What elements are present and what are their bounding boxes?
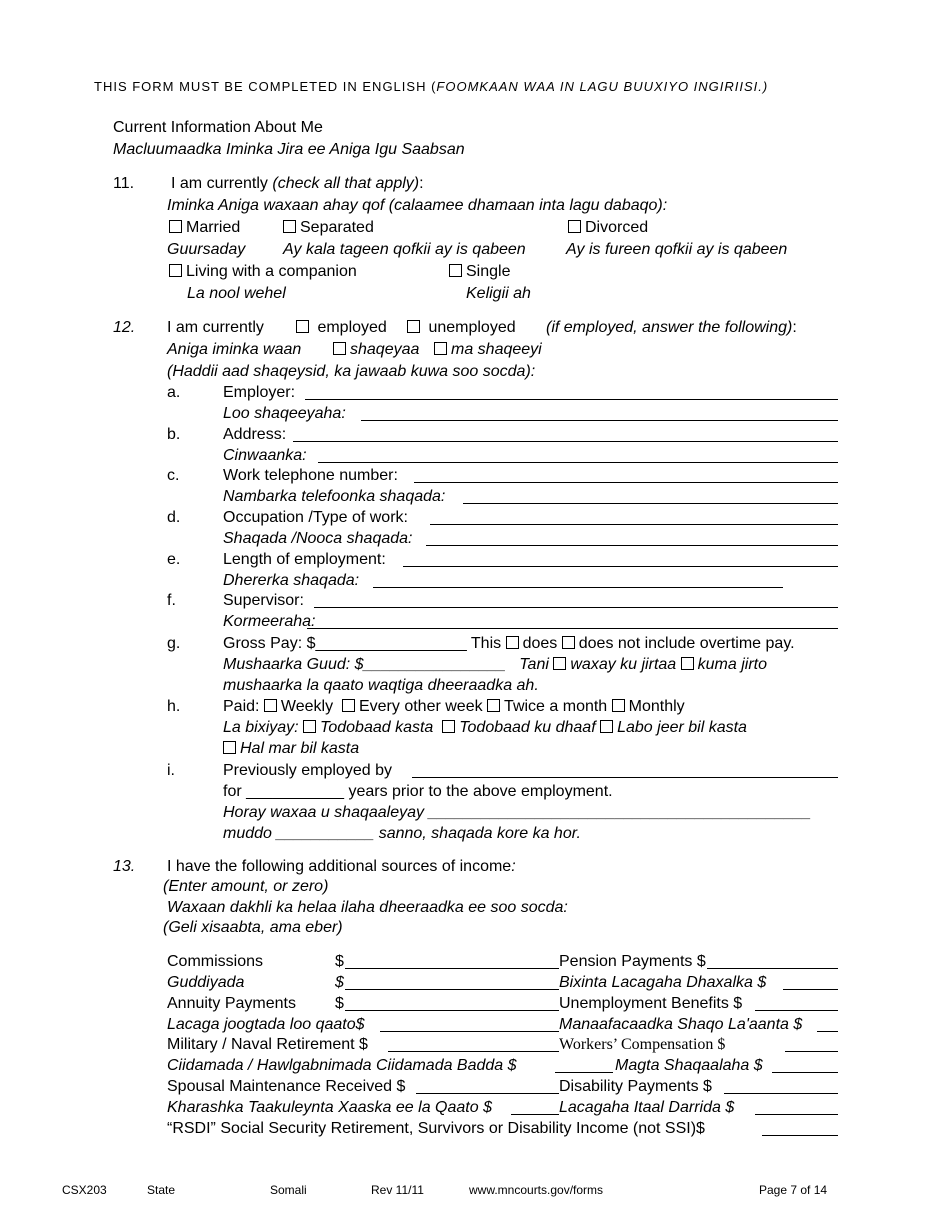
pension-label: Pension Payments $ bbox=[559, 953, 706, 970]
footer-form-id: CSX203 bbox=[62, 1183, 107, 1197]
address-label: Address: bbox=[223, 426, 287, 443]
checkbox-icon[interactable] bbox=[169, 264, 182, 277]
footer-language: Somali bbox=[270, 1183, 307, 1197]
checkbox-single[interactable]: Single bbox=[449, 262, 510, 282]
occupation-field-somali[interactable] bbox=[426, 545, 838, 546]
spousal-label-somali: Kharashka Taakuleynta Xaaska ee la Qaato $ bbox=[167, 1099, 492, 1116]
item-letter-h: h. bbox=[167, 698, 181, 715]
checkbox-icon[interactable] bbox=[283, 220, 296, 233]
employer-label-somali: Loo shaqeeyaha: bbox=[223, 405, 346, 422]
disability-label-somali: Lacagaha Itaal Darrida $ bbox=[559, 1099, 735, 1116]
military-label-somali: Ciidamada / Hawlgabnimada Ciidamada Badda $ bbox=[167, 1057, 517, 1074]
section-title: Current Information About Me bbox=[113, 119, 323, 136]
disability-field-somali[interactable] bbox=[755, 1114, 838, 1115]
workers-comp-field-somali[interactable] bbox=[772, 1072, 838, 1073]
paid-row-somali[interactable]: La bixiyay: Todobaad kasta Todobaad ku dhaaf Labo jeer bil kasta bbox=[223, 719, 747, 736]
item-letter-i: i. bbox=[167, 762, 175, 779]
checkbox-shaqeyaa[interactable]: shaqeyaa bbox=[333, 340, 419, 360]
annuity-dollar: $ bbox=[335, 995, 344, 1012]
gross-pay-note-somali: mushaarka la qaato waqtiga dheeraadka ah. bbox=[223, 677, 539, 694]
gross-pay-row[interactable]: Gross Pay: $_________________ This does does not include overtime pay. bbox=[223, 635, 795, 652]
commissions-field-somali[interactable] bbox=[345, 989, 559, 990]
military-field[interactable] bbox=[388, 1051, 559, 1052]
footer-revision: Rev 11/11 bbox=[371, 1183, 424, 1197]
military-label: Military / Naval Retirement $ bbox=[167, 1036, 368, 1053]
section-title-somali: Macluumaadka Iminka Jira ee Aniga Igu Saabsan bbox=[113, 141, 465, 158]
previously-employed-label: Previously employed by bbox=[223, 762, 392, 779]
length-field-somali[interactable] bbox=[373, 587, 783, 588]
pension-label-somali: Bixinta Lacagaha Dhaxalka $ bbox=[559, 974, 767, 991]
checkbox-todobaad[interactable] bbox=[303, 720, 316, 733]
footer-state: State bbox=[147, 1183, 176, 1197]
spousal-label: Spousal Maintenance Received $ bbox=[167, 1078, 406, 1095]
address-label-somali: Cinwaanka: bbox=[223, 447, 307, 464]
q11-number: 11. bbox=[113, 175, 135, 192]
item-letter-f: f. bbox=[167, 592, 176, 609]
q13-enter-hint: (Enter amount, or zero) bbox=[163, 878, 329, 895]
years-prior-line: for ___________ years prior to the above employment. bbox=[223, 783, 613, 800]
checkbox-monthly[interactable] bbox=[612, 699, 625, 712]
item-letter-a: a. bbox=[167, 384, 181, 401]
checkbox-hal[interactable] bbox=[223, 741, 236, 754]
checkbox-divorced[interactable]: Divorced bbox=[568, 218, 648, 238]
supervisor-label: Supervisor: bbox=[223, 592, 304, 609]
checkbox-employed[interactable]: employed bbox=[296, 318, 387, 338]
employer-label: Employer: bbox=[223, 384, 296, 401]
item-letter-d: d. bbox=[167, 509, 181, 526]
occupation-label: Occupation /Type of work: bbox=[223, 509, 408, 526]
footer-url[interactable]: www.mncourts.gov/forms bbox=[469, 1183, 604, 1197]
rsdi-field[interactable] bbox=[762, 1135, 838, 1136]
item-letter-c: c. bbox=[167, 467, 180, 484]
years-prior-somali: muddo ___________ sanno, shaqada kore ka hor. bbox=[223, 825, 581, 842]
label-single-somali: Keligii ah bbox=[466, 285, 531, 302]
checkbox-icon[interactable] bbox=[449, 264, 462, 277]
q12-number: 12. bbox=[113, 319, 136, 336]
length-field[interactable] bbox=[403, 566, 838, 567]
spousal-field[interactable] bbox=[416, 1093, 559, 1094]
work-phone-field-somali[interactable] bbox=[463, 503, 838, 504]
q12-hint-somali: (Haddii aad shaqeysid, ka jawaab kuwa soo socda): bbox=[167, 363, 536, 380]
unemployment-field-somali[interactable] bbox=[817, 1031, 838, 1032]
supervisor-label-somali: Kormeeraha: bbox=[223, 613, 316, 630]
workers-comp-label: Workers’ Compensation $ bbox=[559, 1036, 726, 1053]
annuity-label: Annuity Payments bbox=[167, 995, 296, 1012]
checkbox-icon[interactable] bbox=[568, 220, 581, 233]
annuity-field[interactable] bbox=[345, 1010, 559, 1011]
commissions-label-somali: Guddiyada bbox=[167, 974, 245, 991]
checkbox-icon[interactable] bbox=[333, 342, 346, 355]
checkbox-waxay[interactable] bbox=[553, 657, 566, 670]
commissions-dollar-somali: $ bbox=[335, 974, 344, 991]
address-field-somali[interactable] bbox=[318, 462, 838, 463]
checkbox-hal-row[interactable]: Hal mar bil kasta bbox=[223, 739, 359, 759]
q13-enter-hint-somali: (Geli xisaabta, ama eber) bbox=[163, 919, 343, 936]
unemployment-label-somali: Manaafacaadka Shaqo La'aanta $ bbox=[559, 1016, 803, 1033]
commissions-label: Commissions bbox=[167, 953, 264, 970]
checkbox-icon[interactable] bbox=[407, 320, 420, 333]
pension-field[interactable] bbox=[707, 968, 838, 969]
form-notice: THIS FORM MUST BE COMPLETED IN ENGLISH (FOOMKAAN WAA IN LAGU BUUXIYO INGIRIISI.) bbox=[94, 79, 769, 94]
checkbox-separated[interactable]: Separated bbox=[283, 218, 374, 238]
supervisor-field[interactable] bbox=[314, 607, 838, 608]
gross-pay-row-somali[interactable]: Mushaarka Guud: $________________ Tani waxay ku jirtaa kuma jirto bbox=[223, 656, 767, 673]
checkbox-married[interactable]: Married bbox=[169, 218, 240, 238]
q12-hint: (if employed, answer the following): bbox=[546, 319, 797, 336]
q11-prompt: I am currently (check all that apply): bbox=[171, 175, 424, 192]
checkbox-unemployed[interactable]: unemployed bbox=[407, 318, 516, 338]
length-label-somali: Dhererka shaqada: bbox=[223, 572, 360, 589]
disability-field[interactable] bbox=[724, 1093, 838, 1094]
checkbox-todobaad-ku[interactable] bbox=[442, 720, 455, 733]
previously-employed-somali: Horay waxaa u shaqaaleyay ___________________________________________ bbox=[223, 804, 812, 821]
occupation-label-somali: Shaqada /Nooca shaqada: bbox=[223, 530, 413, 547]
label-divorced-somali: Ay is fureen qofkii ay is qabeen bbox=[566, 241, 788, 258]
q11-prompt-somali: Iminka Aniga waxaan ahay qof (calaamee dhamaan inta lagu dabaqo): bbox=[167, 197, 668, 214]
checkbox-twice-a-month[interactable] bbox=[487, 699, 500, 712]
commissions-dollar: $ bbox=[335, 953, 344, 970]
checkbox-does-not[interactable] bbox=[562, 636, 575, 649]
military-field-somali[interactable] bbox=[555, 1072, 613, 1073]
label-companion-somali: La nool wehel bbox=[187, 285, 286, 302]
spousal-field-somali[interactable] bbox=[511, 1114, 559, 1115]
annuity-label-somali: Lacaga joogtada loo qaato$ bbox=[167, 1016, 365, 1033]
employer-field-somali[interactable] bbox=[361, 420, 838, 421]
work-phone-label: Work telephone number: bbox=[223, 467, 398, 484]
checkbox-icon[interactable] bbox=[296, 320, 309, 333]
previously-employed-field[interactable] bbox=[412, 777, 838, 778]
checkbox-every-other-week[interactable] bbox=[342, 699, 355, 712]
item-letter-e: e. bbox=[167, 551, 181, 568]
workers-comp-label-somali: Magta Shaqaalaha $ bbox=[615, 1057, 763, 1074]
q13-prompt-somali: Waxaan dakhli ka helaa ilaha dheeraadka ee soo socda: bbox=[167, 899, 568, 916]
supervisor-field-somali[interactable] bbox=[307, 628, 838, 629]
unemployment-field[interactable] bbox=[755, 1010, 838, 1011]
q12-prompt-somali: Aniga iminka waan bbox=[167, 341, 302, 358]
footer-page-number: Page 7 of 14 bbox=[759, 1183, 828, 1197]
checkbox-kuma[interactable] bbox=[681, 657, 694, 670]
q13-number: 13. bbox=[113, 858, 136, 875]
checkbox-weekly[interactable] bbox=[264, 699, 277, 712]
checkbox-ma-shaqeeyi[interactable]: ma shaqeeyi bbox=[434, 340, 542, 360]
rsdi-label: “RSDI” Social Security Retirement, Survivors or Disability Income (not SSI)$ bbox=[167, 1120, 705, 1137]
disability-label: Disability Payments $ bbox=[559, 1078, 712, 1095]
q12-prompt: I am currently bbox=[167, 319, 264, 336]
work-phone-label-somali: Nambarka telefoonka shaqada: bbox=[223, 488, 446, 505]
commissions-field[interactable] bbox=[345, 968, 559, 969]
label-separated-somali: Ay kala tageen qofkii ay is qabeen bbox=[283, 241, 526, 258]
employer-field[interactable] bbox=[305, 399, 838, 400]
pension-field-somali[interactable] bbox=[783, 989, 838, 990]
occupation-field[interactable] bbox=[430, 524, 838, 525]
checkbox-icon[interactable] bbox=[169, 220, 182, 233]
address-field[interactable] bbox=[293, 441, 838, 442]
q13-prompt: I have the following additional sources of income: bbox=[167, 858, 516, 875]
unemployment-label: Unemployment Benefits $ bbox=[559, 995, 743, 1012]
work-phone-field[interactable] bbox=[414, 482, 838, 483]
annuity-field-somali[interactable] bbox=[380, 1031, 559, 1032]
checkbox-icon[interactable] bbox=[434, 342, 447, 355]
item-letter-b: b. bbox=[167, 426, 181, 443]
paid-row[interactable]: Paid: Weekly Every other week Twice a month Monthly bbox=[223, 698, 685, 715]
checkbox-does[interactable] bbox=[506, 636, 519, 649]
length-label: Length of employment: bbox=[223, 551, 386, 568]
checkbox-companion[interactable]: Living with a companion bbox=[169, 262, 357, 282]
item-letter-g: g. bbox=[167, 635, 181, 652]
label-married-somali: Guursaday bbox=[167, 241, 246, 258]
workers-comp-field[interactable] bbox=[785, 1051, 838, 1052]
checkbox-labo[interactable] bbox=[600, 720, 613, 733]
